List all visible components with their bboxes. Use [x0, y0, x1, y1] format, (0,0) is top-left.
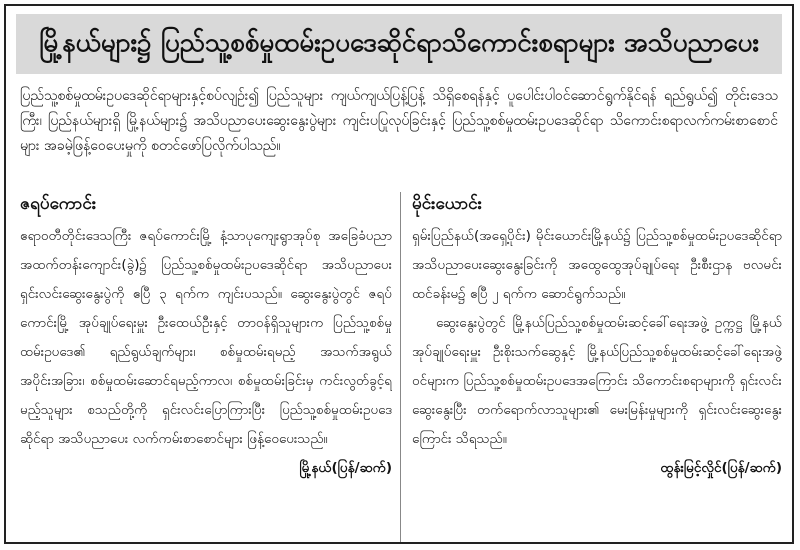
right-column-paragraph-1: ရှမ်းပြည်နယ်(အရှေ့ပိုင်း) မိုင်းယောင်းမြို့နယ်၌ ပြည်သူ့စစ်မှုထမ်းဥပဒေဆိုင်ရာ အသိပညာပေးဆွေးနွေးခြင်းကို အထွေထွေအုပ်ချုပ်ရေး ဦးစီးဌာန ဗလမင်းထင်ခန်းမ၌ ဧပြီ ၂ ရက်က ဆောင်ရွက်သည်။ [412, 228, 782, 302]
right-column [412, 192, 782, 544]
right-column-byline: ထွန်းမြင့်လှိုင်(ပြန်/ဆက်) [660, 460, 782, 476]
left-column-byline: မြို့နယ်(ပြန်/ဆက်) [299, 460, 392, 476]
right-column-heading: မိုင်းယောင်း [412, 194, 482, 214]
column-divider [400, 192, 401, 542]
news-article [4, 4, 794, 544]
intro-paragraph: ပြည်သူ့စစ်မှုထမ်းဥပဒေဆိုင်ရာများနှင့်စပ်လျဉ်း၍ ပြည်သူများ ကျယ်ကျယ်ပြန့်ပြန့် သိရှိစေရန်နှင့် ပူပေါင်းပါဝင်ဆောင်ရွက်နိုင်ရန် ရည်ရွယ်၍ တိုင်းဒေသကြီး၊ ပြည်နယ်များရှိ မြို့နယ်များ၌ အသိပညာပေးဆွေးနွေးပွဲများ ကျင်းပပြုလုပ်ခြင်းနှင့် ပြည်သူ့စစ်မှုထမ်းဥပဒေဆိုင်ရာ သိကောင်းစရာလက်ကမ်းစာစောင်များ အခမဲ့ဖြန့်ဝေပေးမှုကို စတင်ဖော်ပြလိုက်ပါသည်။ [20, 88, 778, 154]
left-column-heading: ဇရပ်ကောင်း [20, 194, 97, 214]
right-column-body [412, 222, 782, 483]
left-column-text: ဧရာဝတီတိုင်းဒေသကြီး ဇရပ်ကောင်းမြို့ နံ့သာပုကျေးရွာအုပ်စု အခြေခံပညာအထက်တန်းကျောင်း(ခွဲ)၌ ပြည်သူ့စစ်မှုထမ်းဥပဒေဆိုင်ရာ အသိပညာပေးရှင်းလင်းဆွေးနွေးပွဲကို ဧပြီ ၃ ရက်က ကျင်းပသည်။ ဆွေးနွေးပွဲတွင် ဇရပ်ကောင်းမြို့ အုပ်ချုပ်ရေးမှူး ဦးထေယ်ဦးနှင့် တာဝန်ရှိသူများက ပြည်သူ့စစ်မှုထမ်းဥပဒေ၏ ရည်ရွယ်ချက်များ၊ စစ်မှုထမ်းရမည့် အသက်အရွယ်အပိုင်းအခြား၊ စစ်မှုထမ်းဆောင်ရမည့်ကာလ၊ စစ်မှုထမ်းခြင်းမှ ကင်းလွတ်ခွင့်ရမည့်သူများ စသည်တို့ကို ရှင်းလင်းပြောကြားပြီး ပြည်သူ့စစ်မှုထမ်းဥပဒေဆိုင်ရာ အသိပညာပေး လက်ကမ်းစာစောင်များ ဖြန့်ဝေပေးသည်။ [20, 228, 392, 447]
headline-band [16, 14, 782, 74]
left-column [20, 192, 392, 544]
headline: မြို့နယ်များ၌ ပြည်သူ့စစ်မှုထမ်းဥပဒေဆိုင်ရာသိကောင်းစရာများ အသိပညာပေး [38, 27, 760, 58]
right-column-paragraph-2: ဆွေးနွေးပွဲတွင် မြို့နယ်ပြည်သူ့စစ်မှုထမ်းဆင့်ခေါ်ရေးအဖွဲ့ ဥက္ကဋ္ဌ မြို့နယ်အုပ်ချုပ်ရေးမှူး ဦးစိုးသက်ဆွေနှင့် မြို့နယ်ပြည်သူ့စစ်မှုထမ်းဆင့်ခေါ်ရေးအဖွဲ့ဝင်များက ပြည်သူ့စစ်မှုထမ်းဥပဒေအကြောင်း သိကောင်းစရာများကို ရှင်းလင်းဆွေးနွေးပြီး တက်ရောက်လာသူများ၏ မေးမြန်းမှုများကို ရှင်းလင်းဆွေးနွေးကြောင်း သိရသည်။ [412, 315, 782, 447]
left-column-body [20, 222, 392, 483]
article-columns [6, 192, 792, 544]
